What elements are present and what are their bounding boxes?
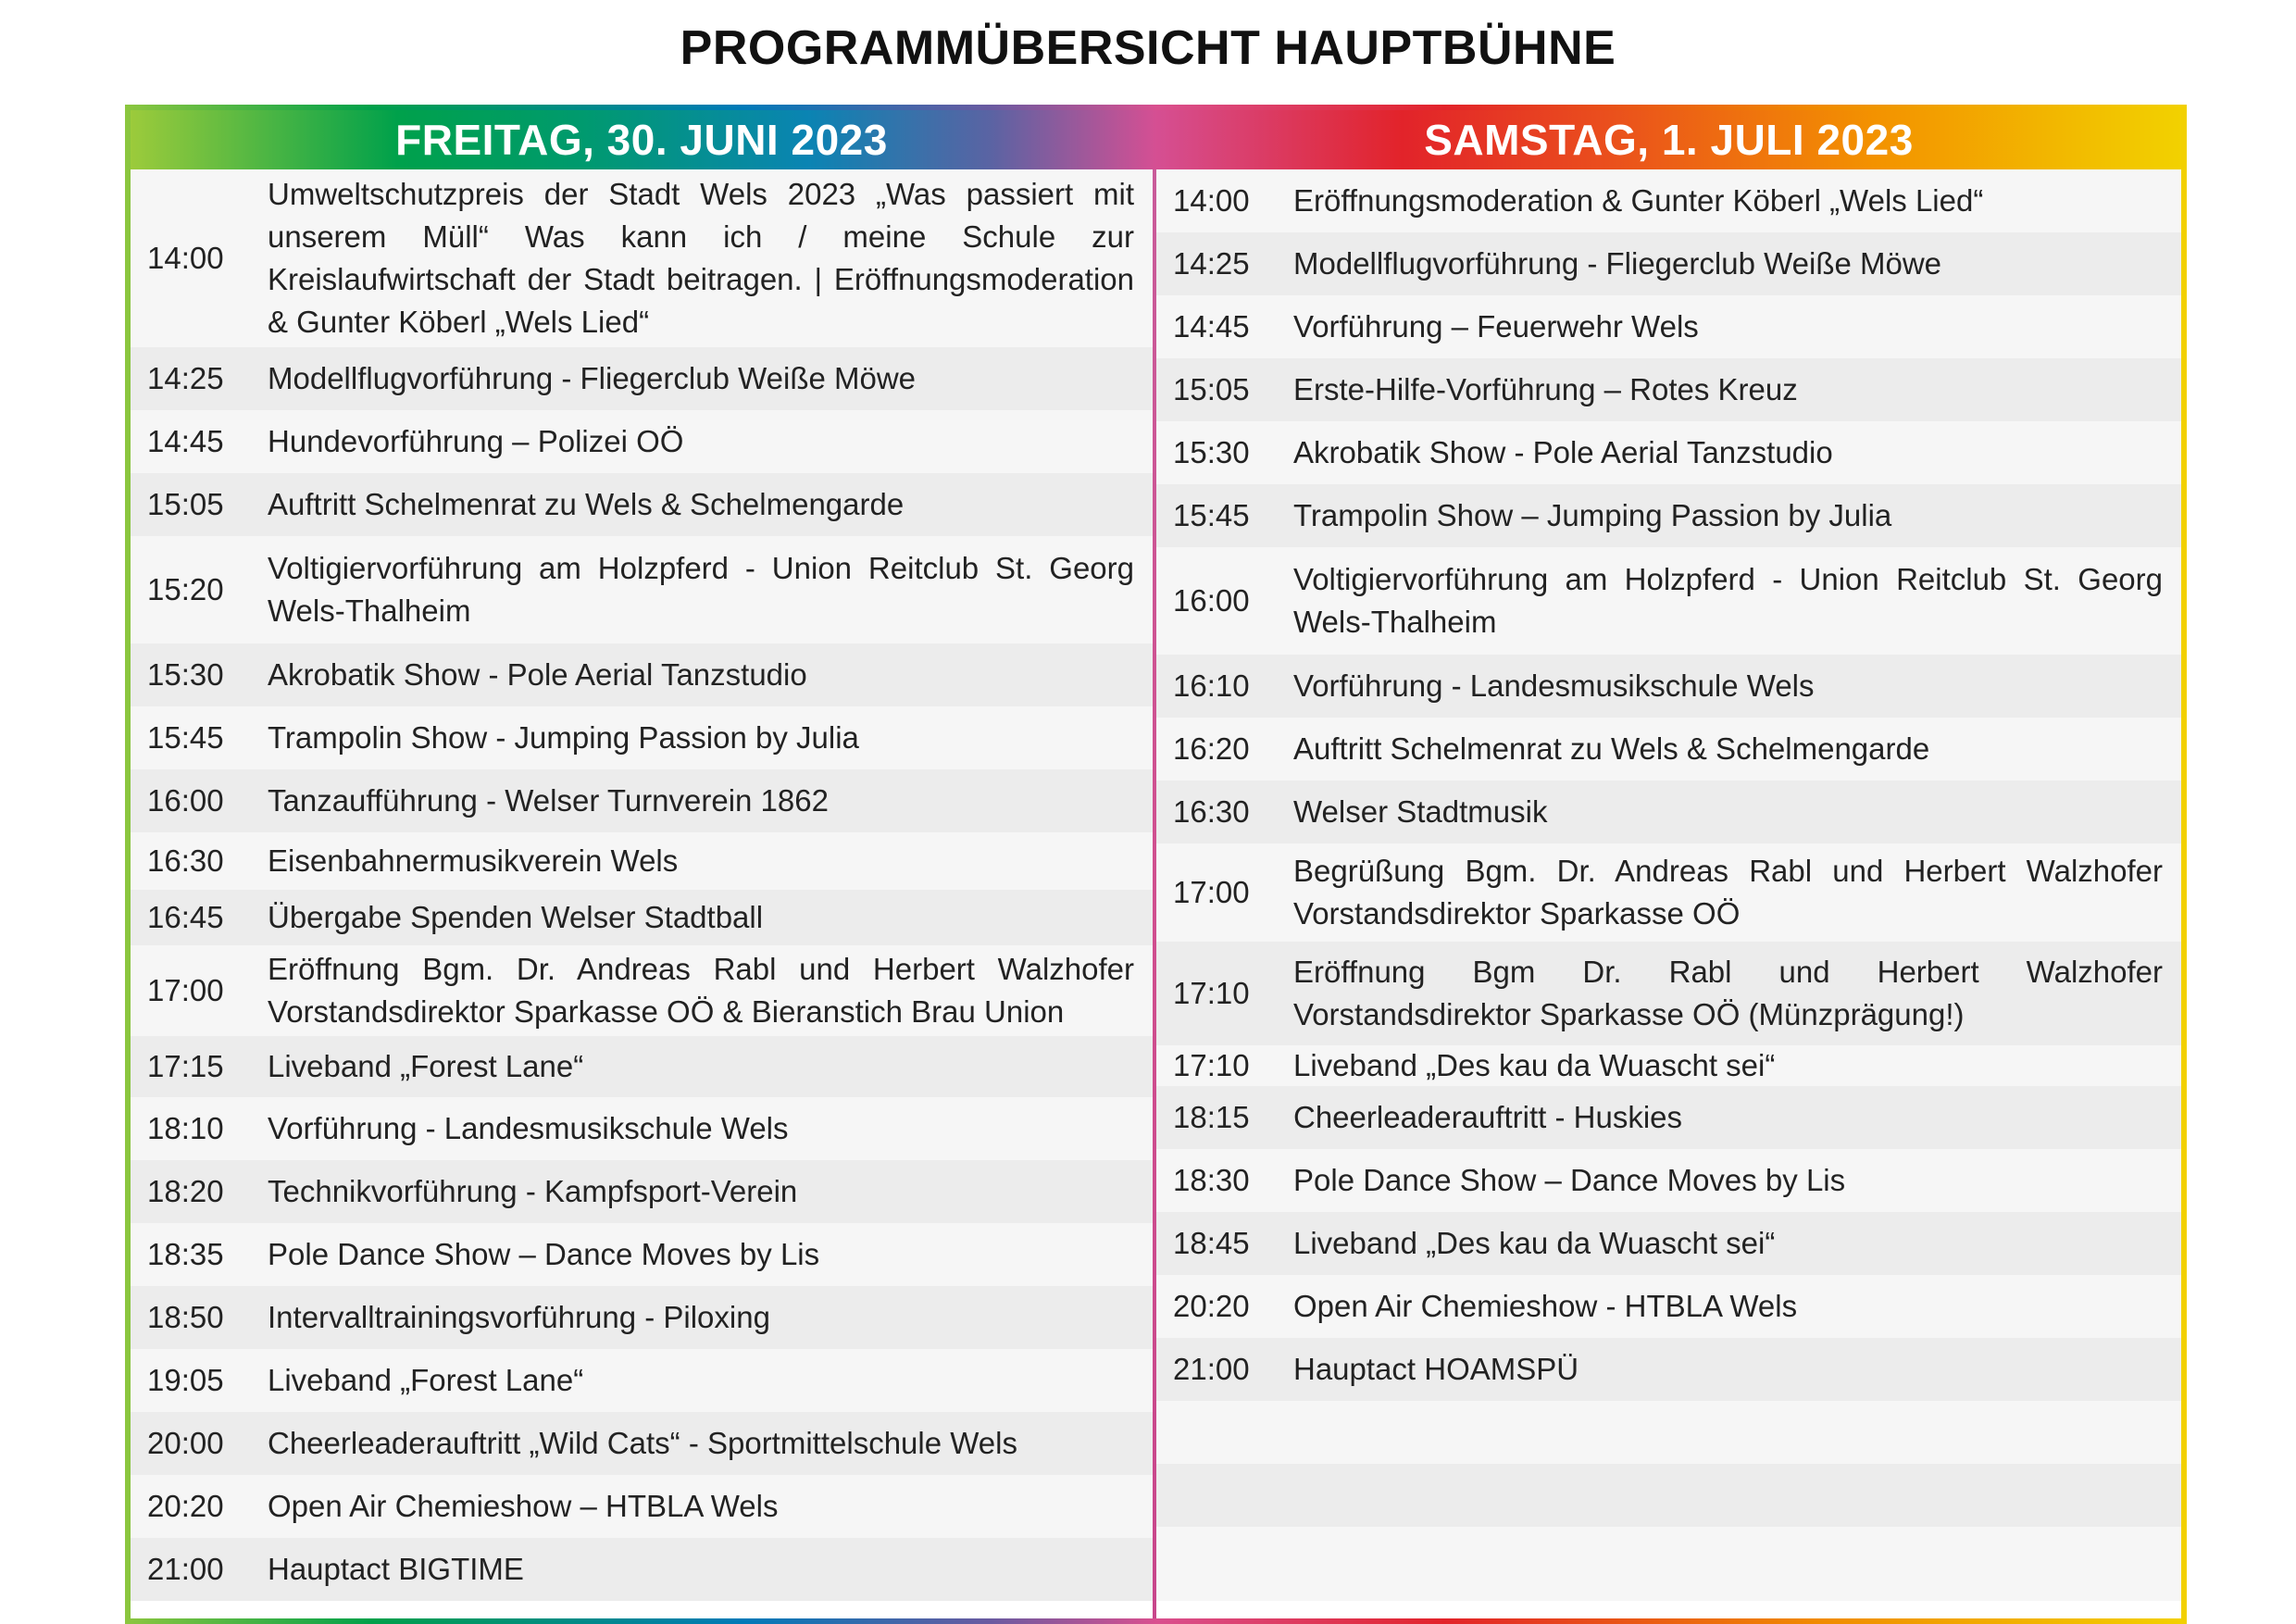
row-event: Liveband „Des kau da Wuascht sei“ [1293, 1226, 1776, 1260]
schedule-row [1156, 1464, 2181, 1527]
schedule-row [1156, 1045, 2181, 1086]
row-time: 14:00 [1173, 183, 1250, 218]
row-time: 18:15 [1173, 1100, 1250, 1134]
schedule-row [131, 473, 1153, 536]
saturday-heading: SAMSTAG, 1. JULI 2023 [1424, 116, 1914, 164]
row-event: Akrobatik Show - Pole Aerial Tanzstudio [1293, 435, 1833, 469]
schedule-row [1156, 421, 2181, 484]
row-time: 18:45 [1173, 1226, 1250, 1260]
row-event: Trampolin Show - Jumping Passion by Julia [268, 720, 859, 755]
schedule-row [1156, 942, 2181, 1045]
row-time: 16:10 [1173, 668, 1250, 703]
schedule-row [131, 945, 1153, 1036]
row-time: 19:05 [147, 1363, 224, 1397]
row-time: 18:10 [147, 1111, 224, 1145]
row-time: 14:45 [147, 424, 224, 458]
schedule-row [1156, 1275, 2181, 1338]
row-event: Tanzaufführung - Welser Turnverein 1862 [268, 783, 829, 818]
schedule-row [131, 536, 1153, 643]
row-time: 14:00 [147, 241, 224, 275]
row-event: Auftritt Schelmenrat zu Wels & Schelmengarde [268, 487, 905, 521]
row-event: Cheerleaderauftritt „Wild Cats“ - Sportmittelschule Wels [268, 1426, 1017, 1460]
row-event: Erste-Hilfe-Vorführung – Rotes Kreuz [1293, 372, 1798, 406]
row-time: 18:50 [147, 1300, 224, 1334]
row-event: Modellflugvorführung - Fliegerclub Weiße Möwe [268, 361, 917, 395]
row-event: Eröffnung Bgm Dr. Rabl und Herbert Walzhofer Vorstandsdirektor Sparkasse OÖ (Münzprägung!) [1293, 955, 2163, 1031]
row-time: 15:20 [147, 572, 224, 606]
row-time: 17:00 [1173, 875, 1250, 909]
row-event: Auftritt Schelmenrat zu Wels & Schelmengarde [1293, 731, 1930, 766]
row-time: 16:00 [1173, 583, 1250, 618]
row-event: Eisenbahnermusikverein Wels [268, 843, 679, 878]
row-time: 20:00 [147, 1426, 224, 1460]
row-time: 15:30 [1173, 435, 1250, 469]
schedule-row [1156, 1149, 2181, 1212]
schedule-row [1156, 1401, 2181, 1464]
schedule-row [131, 1286, 1153, 1349]
schedule-row [1156, 484, 2181, 547]
schedule-row [1156, 232, 2181, 295]
schedule-row [1156, 169, 2181, 232]
row-time: 18:30 [1173, 1163, 1250, 1197]
schedule-row [131, 769, 1153, 832]
row-time: 16:30 [147, 843, 224, 878]
schedule-row [131, 1349, 1153, 1412]
row-event: Technikvorführung - Kampfsport-Verein [268, 1174, 798, 1208]
row-time: 15:05 [1173, 372, 1250, 406]
schedule-row [1156, 547, 2181, 655]
row-event: Begrüßung Bgm. Dr. Andreas Rabl und Herbert Walzhofer Vorstandsdirektor Sparkasse OÖ [1293, 854, 2163, 931]
schedule-row [1156, 295, 2181, 358]
row-event: Hauptact BIGTIME [268, 1552, 524, 1586]
row-time: 17:15 [147, 1049, 224, 1083]
row-event: Hauptact HOAMSPÜ [1293, 1352, 1579, 1386]
schedule-row [131, 890, 1153, 945]
row-event: Pole Dance Show – Dance Moves by Lis [268, 1237, 820, 1271]
schedule-row [131, 347, 1153, 410]
schedule-row [1156, 718, 2181, 781]
schedule-row [1156, 1527, 2181, 1601]
schedule-row [131, 832, 1153, 890]
row-event: Liveband „Forest Lane“ [268, 1363, 584, 1397]
schedule-row [131, 1475, 1153, 1538]
row-event: Eröffnungsmoderation & Gunter Köberl „Wels Lied“ [1293, 183, 1984, 218]
row-event: Open Air Chemieshow – HTBLA Wels [268, 1489, 779, 1523]
row-time: 18:20 [147, 1174, 224, 1208]
schedule-row [1156, 1338, 2181, 1401]
row-time: 20:20 [147, 1489, 224, 1523]
row-event: Cheerleaderauftritt - Huskies [1293, 1100, 1683, 1134]
schedule-table [125, 105, 2187, 1624]
row-event: Welser Stadtmusik [1293, 794, 1548, 829]
schedule-row [1156, 781, 2181, 843]
schedule-row [131, 410, 1153, 473]
schedule-row [131, 169, 1153, 347]
row-event: Vorführung - Landesmusikschule Wels [1293, 668, 1815, 703]
row-event: Hundevorführung – Polizei OÖ [268, 424, 684, 458]
schedule-row [131, 1036, 1153, 1097]
row-time: 17:10 [1173, 976, 1250, 1010]
schedule-row [131, 1412, 1153, 1475]
row-event: Trampolin Show – Jumping Passion by Julia [1293, 498, 1892, 532]
schedule-row [131, 1160, 1153, 1223]
row-event: Liveband „Des kau da Wuascht sei“ [1293, 1048, 1776, 1082]
row-event: Open Air Chemieshow - HTBLA Wels [1293, 1289, 1798, 1323]
row-event: Akrobatik Show - Pole Aerial Tanzstudio [268, 657, 807, 692]
row-time: 15:05 [147, 487, 224, 521]
row-time: 21:00 [1173, 1352, 1250, 1386]
schedule-row [131, 706, 1153, 769]
schedule-row [1156, 1212, 2181, 1275]
row-time: 14:25 [1173, 246, 1250, 281]
schedule-row [1156, 1086, 2181, 1149]
row-time: 16:20 [1173, 731, 1250, 766]
row-time: 16:45 [147, 900, 224, 934]
schedule-row [131, 643, 1153, 706]
schedule-row [1156, 358, 2181, 421]
row-time: 20:20 [1173, 1289, 1250, 1323]
schedule-row [1156, 843, 2181, 942]
row-event: Voltigiervorführung am Holzpferd - Union Reitclub St. Georg Wels-Thalheim [1293, 562, 2163, 639]
row-time: 15:30 [147, 657, 224, 692]
table-header [131, 110, 2181, 169]
row-time: 16:00 [147, 783, 224, 818]
friday-heading: FREITAG, 30. JUNI 2023 [395, 116, 888, 164]
row-time: 21:00 [147, 1552, 224, 1586]
row-event: Umweltschutzpreis der Stadt Wels 2023 „Was passiert mit unserem Müll“ Was kann ich / meine Schule zur Kreislaufwirtschaft der Stadt beitragen. | Eröffnungsmoderation & Gunter Köberl „Wels Lied“ [268, 177, 1134, 339]
schedule-row [131, 1097, 1153, 1160]
row-time: 14:45 [1173, 309, 1250, 344]
row-event: Pole Dance Show – Dance Moves by Lis [1293, 1163, 1846, 1197]
row-time: 17:10 [1173, 1048, 1250, 1082]
page-title: PROGRAMMÜBERSICHT HAUPTBÜHNE [680, 21, 1616, 75]
row-event: Voltigiervorführung am Holzpferd - Union Reitclub St. Georg Wels-Thalheim [268, 551, 1134, 628]
row-time: 17:00 [147, 973, 224, 1007]
row-event: Intervalltrainingsvorführung - Piloxing [268, 1300, 770, 1334]
row-event: Eröffnung Bgm. Dr. Andreas Rabl und Herbert Walzhofer Vorstandsdirektor Sparkasse OÖ & Bieranstich Brau Union [268, 952, 1134, 1029]
schedule-row [131, 1538, 1153, 1601]
row-time: 16:30 [1173, 794, 1250, 829]
row-event: Liveband „Forest Lane“ [268, 1049, 584, 1083]
row-event: Übergabe Spenden Welser Stadtball [268, 900, 764, 934]
schedule-row [1156, 655, 2181, 718]
row-time: 15:45 [1173, 498, 1250, 532]
row-event: Vorführung - Landesmusikschule Wels [268, 1111, 789, 1145]
schedule-row [131, 1223, 1153, 1286]
row-event: Modellflugvorführung - Fliegerclub Weiße Möwe [1293, 246, 1942, 281]
row-time: 14:25 [147, 361, 224, 395]
row-event: Vorführung – Feuerwehr Wels [1293, 309, 1699, 344]
row-time: 18:35 [147, 1237, 224, 1271]
row-time: 15:45 [147, 720, 224, 755]
